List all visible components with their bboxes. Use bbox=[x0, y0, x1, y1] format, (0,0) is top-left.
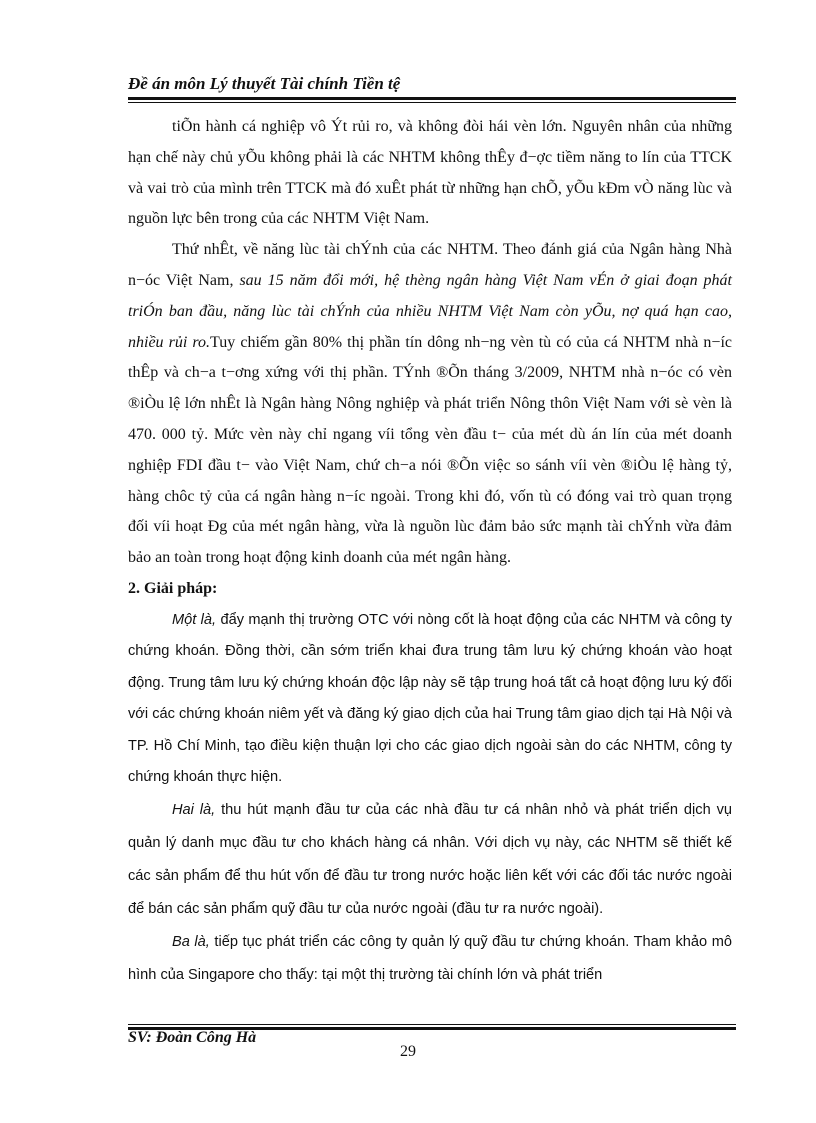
paragraph-5-lead: Ba là, bbox=[172, 933, 210, 950]
header-rule-thin bbox=[128, 102, 736, 103]
footer-author: SV: Đoàn Công Hà bbox=[128, 1029, 257, 1046]
section-heading: 2. Giải pháp: bbox=[128, 579, 218, 597]
paragraph-2-quote: sau 15 năm đổi mới, hệ thèng ngân hàng Việt Nam vÉn ở giai đoạn phát triÓn ban đầu, năng lùc tài chÝnh của nhiều NHTM Việt Nam còn yÕu, nợ quá hạn cao, nhiều rủi ro. bbox=[128, 271, 733, 351]
paragraph-4-lead: Hai là, bbox=[172, 801, 216, 818]
paragraph-2-lead: Thứ nhÊt, về năng lùc tài chÝnh của các NHTM. Theo đánh giá của Ngân hàng Nhà n−óc Việt Nam, bbox=[128, 241, 732, 289]
running-header: Đề án môn Lý thuyết Tài chính Tiền tệ bbox=[128, 74, 401, 93]
paragraph-3 bbox=[128, 605, 732, 794]
header-rule-thick bbox=[128, 97, 736, 100]
page-body bbox=[128, 112, 732, 992]
paragraph-3-lead: Một là, bbox=[172, 611, 217, 628]
footer-rule-thin bbox=[128, 1024, 736, 1025]
paragraph-3-text: đẩy mạnh thị trường OTC với nòng cốt là hoạt động của các NHTM và công ty chứng khoán. Đồng thời, cần sớm triển khai đưa trung tâm lưu ký chứng khoán vào hoạt động. Trung tâm lưu ký chứng khoán độc lập này sẽ tập trung hoá tất cả hoạt động lưu ký đối với các chứng khoán niêm yết và đăng ký giao dịch của hai Trung tâm giao dịch tại Hà Nội và TP. Hồ Chí Minh, tạo điều kiện thuận lợi cho các giao dịch ngoài sàn do các NHTM, công ty chứng khoán thực hiện. bbox=[128, 611, 732, 786]
paragraph-2 bbox=[128, 235, 732, 574]
page-number: 29 bbox=[400, 1043, 416, 1060]
paragraph-4 bbox=[128, 794, 732, 926]
paragraph-1: tiÕn hành cá nghiệp vô Ýt rủi ro, và không đòi hái vèn lớn. Nguyên nhân của những hạn chế này chủ yÕu không phải là các NHTM không thÊy đ−ợc tiềm năng to lín của TTCK và vai trò của mình trên TTCK mà đó xuÊt phát từ những hạn chÕ, yÕu kÐm vÒ năng lùc và nguồn lực bên trong của các NHTM Việt Nam. bbox=[128, 118, 732, 228]
paragraph-5 bbox=[128, 926, 732, 992]
paragraph-4-text: thu hút mạnh đầu tư của các nhà đầu tư cá nhân nhỏ và phát triển dịch vụ quản lý danh mục đầu tư cho khách hàng cá nhân. Với dịch vụ này, các NHTM sẽ thiết kế các sản phẩm để thu hút vốn để đầu tư trong nước hoặc liên kết với các đối tác nước ngoài để bán các sản phẩm quỹ đầu tư của nước ngoài (đầu tư ra nước ngoài). bbox=[128, 801, 732, 917]
paragraph-5-text: tiếp tục phát triển các công ty quản lý quỹ đầu tư chứng khoán. Tham khảo mô hình của Singapore cho thấy: tại một thị trường tài chính lớn và phát triển bbox=[128, 933, 732, 983]
paragraph-2-rest: Tuy chiếm gần 80% thị phần tín dông nh−ng vèn tù có của cá NHTM nhà n−íc thÊp và ch−a t−ơng xứng với thị phần. TÝnh ®Õn tháng 3/2009, NHTM nhà n−óc có vèn ®iÒu lệ lớn nhÊt là Ngân hàng Nông nghiệp và phát triển Nông thôn Việt Nam với sè vèn là 470. 000 tỷ. Mức vèn này chỉ ngang víi tổng vèn đầu t− của mét dù án lín của mét doanh nghiệp FDI đầu t− vào Việt Nam, chứ ch−a nói ®Õn việc so sánh víi vèn ®iÒu lệ hàng tỷ, hàng chôc tỷ của cá ngân hàng n−íc ngoài. Trong khi đó, vốn tù có đóng vai trò quan trọng đối víi hoạt Đg của mét ngân hàng, vừa là nguồn lùc đảm bảo sức mạnh tài chÝnh vừa đảm bảo an toàn trong hoạt động kinh doanh của mét ngân hàng. bbox=[128, 333, 732, 567]
